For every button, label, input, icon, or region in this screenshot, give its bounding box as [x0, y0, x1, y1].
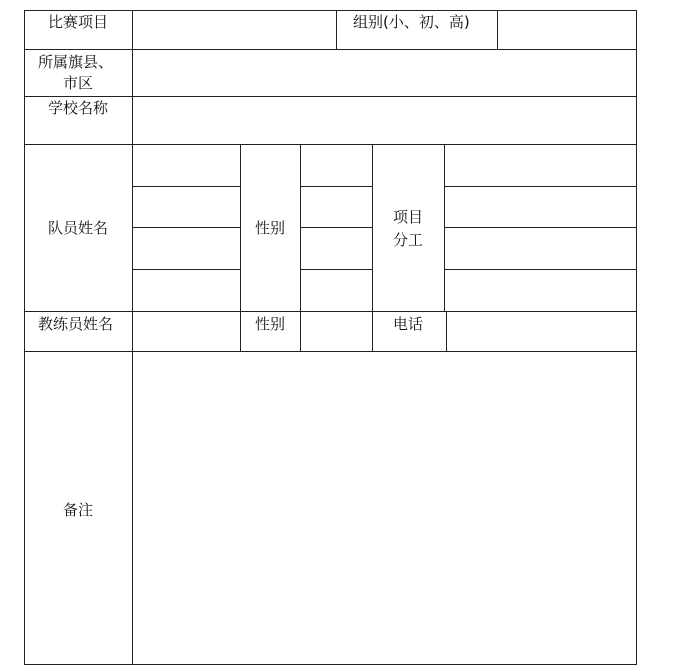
role-label-line1: 项目 — [393, 208, 424, 226]
coach-gender-field[interactable] — [302, 313, 374, 352]
member-name-field-4[interactable] — [134, 271, 242, 312]
remarks-label: 备注 — [63, 501, 94, 519]
group-label: 组别(小、初、高) — [353, 13, 470, 31]
grid-line — [24, 10, 25, 665]
gender-label: 性别 — [255, 219, 286, 237]
team-member-label: 队员姓名 — [48, 219, 109, 237]
district-label-line2: 市区 — [63, 74, 94, 92]
grid-line — [446, 311, 447, 352]
member-gender-field-4[interactable] — [302, 271, 374, 312]
competition-item-label: 比赛项目 — [48, 13, 109, 31]
member-role-field-3[interactable] — [446, 229, 638, 270]
group-field[interactable] — [499, 12, 638, 50]
coach-gender-label: 性别 — [255, 315, 286, 333]
phone-field[interactable] — [448, 313, 638, 352]
member-name-field-2[interactable] — [134, 188, 242, 228]
member-role-field-1[interactable] — [446, 146, 638, 187]
grid-line — [497, 10, 498, 50]
remarks-field[interactable] — [134, 353, 638, 666]
member-role-field-4[interactable] — [446, 271, 638, 312]
coach-name-field[interactable] — [134, 313, 242, 352]
member-gender-field-2[interactable] — [302, 188, 374, 228]
grid-line — [444, 144, 445, 312]
role-label-line2: 分工 — [393, 231, 424, 249]
member-name-field-3[interactable] — [134, 229, 242, 270]
grid-line — [24, 10, 637, 11]
school-name-label: 学校名称 — [48, 99, 109, 117]
member-gender-field-3[interactable] — [302, 229, 374, 270]
grid-line — [300, 144, 301, 352]
coach-name-label: 教练员姓名 — [38, 315, 114, 333]
member-name-field-1[interactable] — [134, 146, 242, 187]
phone-label: 电话 — [393, 315, 424, 333]
district-field[interactable] — [134, 51, 638, 97]
district-label-line1: 所属旗县、 — [38, 53, 114, 71]
grid-line — [132, 10, 133, 665]
competition-item-field[interactable] — [134, 12, 338, 50]
school-name-field[interactable] — [134, 98, 638, 145]
member-role-field-2[interactable] — [446, 188, 638, 228]
member-gender-field-1[interactable] — [302, 146, 374, 187]
